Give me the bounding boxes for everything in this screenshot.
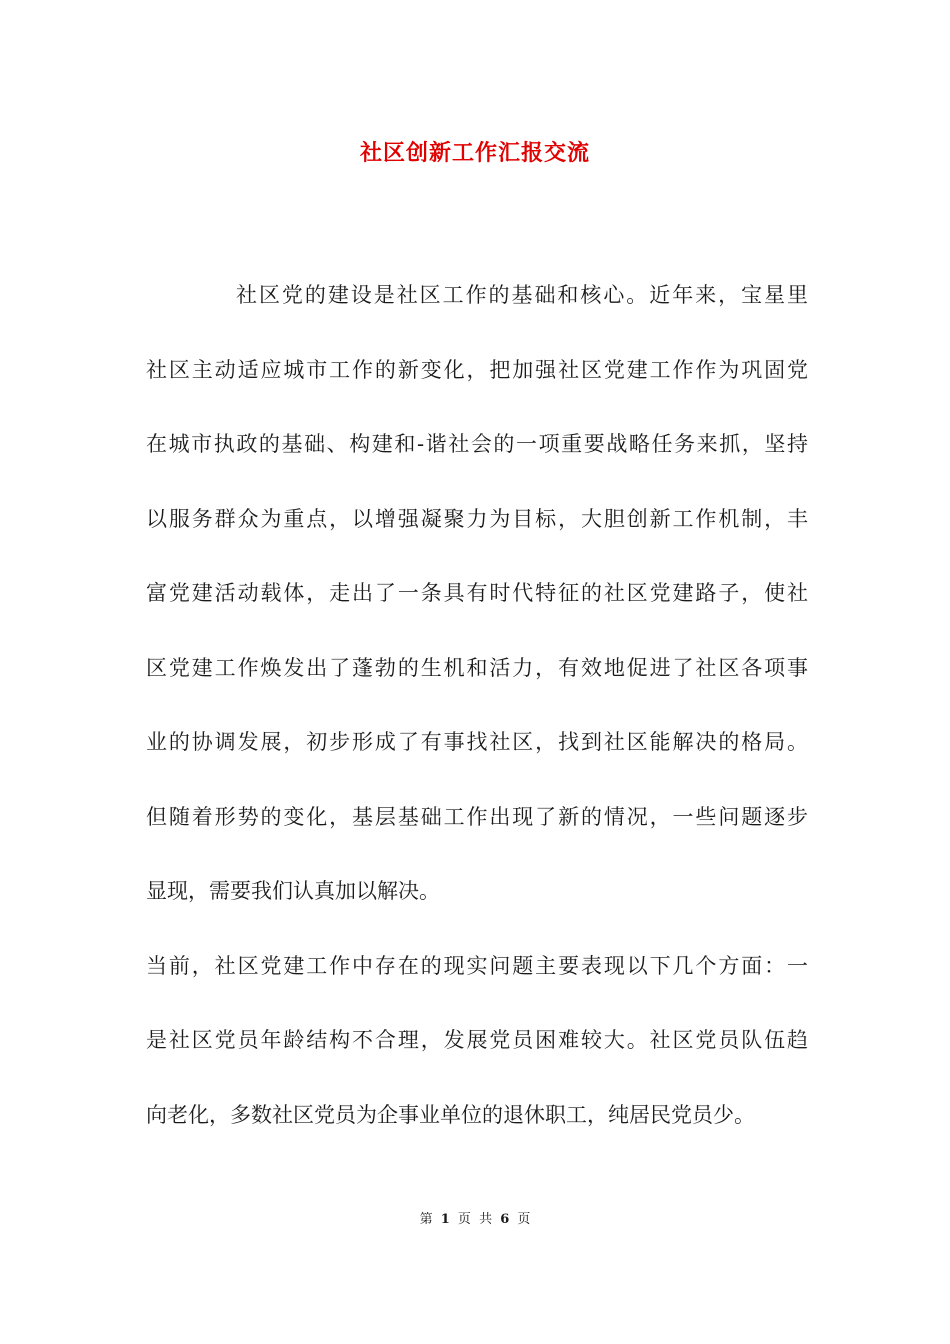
- body-line: 富党建活动载体，走出了一条具有时代特征的社区党建路子，使社: [146, 581, 808, 605]
- body-line: 向老化，多数社区党员为企事业单位的退休职工，纯居民党员少。: [146, 1102, 755, 1127]
- body-line: 社区主动适应城市工作的新变化，把加强社区党建工作作为巩固党: [146, 357, 808, 382]
- body-line: 但随着形势的变化，基层基础工作出现了新的情况，一些问题逐步: [146, 804, 808, 829]
- body-line: 在城市执政的基础、构建和-谐社会的一项重要战略任务来抓，坚持: [146, 432, 808, 456]
- body-line: 显现，需要我们认真加以解决。: [146, 879, 440, 903]
- page-footer: [0, 1208, 950, 1227]
- body-line: 以服务群众为重点，以增强凝聚力为目标，大胆创新工作机制，丰: [146, 506, 808, 531]
- document-title: 社区创新工作汇报交流: [359, 140, 590, 166]
- footer-page-unit: 页: [457, 1212, 471, 1227]
- footer-page-number: 1: [440, 1212, 450, 1227]
- document-body: [146, 268, 808, 1162]
- body-line: 社区党的建设是社区工作的基础和核心。近年来，宝星里: [236, 283, 808, 307]
- footer-total-prefix: 共: [479, 1212, 493, 1227]
- footer-prefix: 第: [419, 1212, 433, 1227]
- body-line: 是社区党员年龄结构不合理，发展党员困难较大。社区党员队伍趋: [146, 1028, 808, 1052]
- body-line: 当前，社区党建工作中存在的现实问题主要表现以下几个方面：一: [146, 953, 808, 978]
- body-line: 业的协调发展，初步形成了有事找社区，找到社区能解决的格局。: [146, 730, 808, 754]
- footer-total-pages: 6: [500, 1212, 510, 1227]
- body-line: 区党建工作焕发出了蓬勃的生机和活力，有效地促进了社区各项事: [146, 655, 808, 680]
- footer-total-unit: 页: [517, 1212, 531, 1227]
